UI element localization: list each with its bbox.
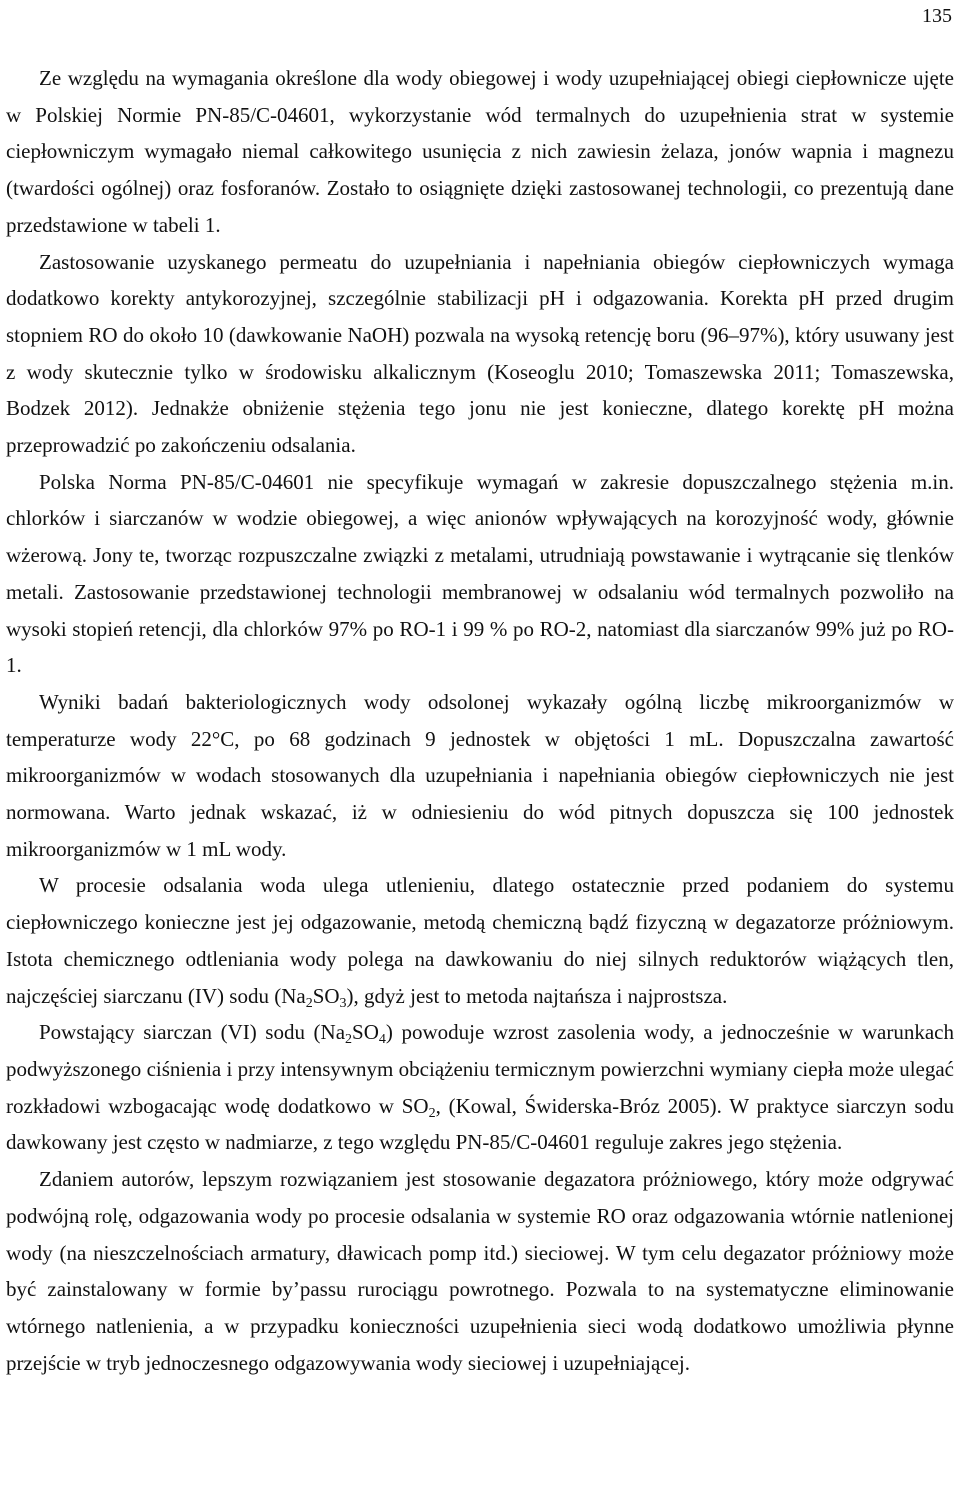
paragraph-text: SO	[312, 983, 340, 1008]
paragraph-3	[6, 464, 954, 684]
paragraph-text: Zdaniem autorów, lepszym rozwiązaniem jest stosowanie degazatora próżniowego, który może odgrywać podwójną rolę, odgazowania wody po procesie odsalania w systemie RO oraz odgazowania wtórnie natlenionej wody (na nieszczelnościach armatury, dławicach pomp itd.) sieciowej. W tym celu degazator próżniowy może być zainstalowany w formie by’passu rurociągu powrotnego. Pozwala to na systematyczne eliminowanie wtórnego natlenienia, a w przypadku konieczności uzupełnienia sieci wodą dodatkowo umożliwia płynne przejście w tryb jednoczesnego odgazowywania wody sieciowej i uzupełniającej.	[6, 1167, 954, 1375]
page-number: 135	[922, 5, 952, 27]
paragraph-5	[6, 867, 954, 1014]
paragraph-text: ) powoduje wzrost zasolenia wody, a jednocześnie w warunkach podwyższonego ciśnienia i przy intensywnym obciążeniu termicznym powierzchni wymiany ciepła może ulegać rozkładowi wzbogacając wodę dodatkowo w SO	[6, 1020, 955, 1118]
paragraph-text: ), gdyż jest to metoda najtańsza i najprostsza.	[346, 983, 728, 1008]
paragraph-2	[6, 244, 954, 464]
article-body	[6, 60, 954, 1381]
subscript: 4	[378, 1032, 386, 1048]
paragraph-1	[6, 60, 954, 244]
paragraph-7	[6, 1161, 954, 1381]
subscript: 2	[345, 1032, 353, 1048]
paragraph-text: Powstający siarczan (VI) sodu (Na	[39, 1020, 346, 1045]
paragraph-4	[6, 684, 954, 868]
paragraph-6	[6, 1014, 954, 1161]
paragraph-text: Polska Norma PN-85/C-04601 nie specyfikuje wymagań w zakresie dopuszczalnego stężenia m.in. chlorków i siarczanów w wodzie obiegowej, a więc anionów wpływających na korozyjność wody, głównie wżerową. Jony te, tworząc rozpuszczalne związki z metalami, utrudniają powstawanie i wytrącanie się tlenków metali. Zastosowanie przedstawionej technologii membranowej w odsalaniu wód termalnych pozwoliło na wysoki stopień retencji, dla chlorków 97% po RO-1 i 99 % po RO-2, natomiast dla siarczanów 99% już po RO-1.	[6, 469, 954, 678]
paragraph-text: Zastosowanie uzyskanego permeatu do uzupełniania i napełniania obiegów ciepłowniczych wymaga dodatkowo korekty antykorozyjnej, szczególnie stabilizacji pH i odgazowania. Korekta pH przed drugim stopniem RO do około 10 (dawkowanie NaOH) pozwala na wysoką retencję boru (96–97%), który usuwany jest z wody skutecznie tylko w środowisku alkalicznym (Koseoglu 2010; Tomaszewska 2011; Tomaszewska, Bodzek 2012). Jednakże obniżenie stężenia tego jonu nie jest konieczne, dlatego korektę pH można przeprowadzić po zakończeniu odsalania.	[6, 249, 954, 458]
paragraph-text: , (Kowal, Świderska-Bróz 2005). W praktyce siarczyn sodu dawkowany jest często w nadmiarze, z tego względu PN-85/C-04601 reguluje zakres jego stężenia.	[6, 1093, 954, 1155]
paragraph-text: SO	[352, 1020, 379, 1045]
subscript: 2	[428, 1105, 436, 1121]
paragraph-text: Wyniki badań bakteriologicznych wody odsolonej wykazały ogólną liczbę mikroorganizmów w temperaturze wody 22°C, po 68 godzinach 9 jednostek w objętości 1 mL. Dopuszczalna zawartość mikroorganizmów w wodach stosowanych dla uzupełniania i napełniania obiegów ciepłowniczych nie jest normowana. Warto jednak wskazać, iż w odniesieniu do wód pitnych dopuszcza się 100 jednostek mikroorganizmów w 1 mL wody.	[6, 689, 954, 861]
paragraph-text: W procesie odsalania woda ulega utlenieniu, dlatego ostatecznie przed podaniem do systemu ciepłowniczego konieczne jest jej odgazowanie, metodą chemiczną bądź fizyczną w degazatorze próżniowym. Istota chemicznego odtleniania wody polega na dawkowaniu do niej silnych reduktorów wiążących tlen, najczęściej siarczanu (IV) sodu (Na	[6, 873, 954, 1008]
paragraph-text: Ze względu na wymagania określone dla wody obiegowej i wody uzupełniającej obiegi ciepłownicze ujęte w Polskiej Normie PN-85/C-04601, wykorzystanie wód termalnych do uzupełnienia strat w systemie ciepłowniczym wymagało niemal całkowitego usunięcia z nich zawiesin żelaza, jonów wapnia i magnezu (twardości ogólnej) oraz fosforanów. Zostało to osiągnięte dzięki zastosowanej technologii, co prezentują dane przedstawione w tabeli 1.	[6, 66, 954, 237]
subscript: 2	[305, 995, 313, 1011]
subscript: 3	[339, 995, 347, 1011]
